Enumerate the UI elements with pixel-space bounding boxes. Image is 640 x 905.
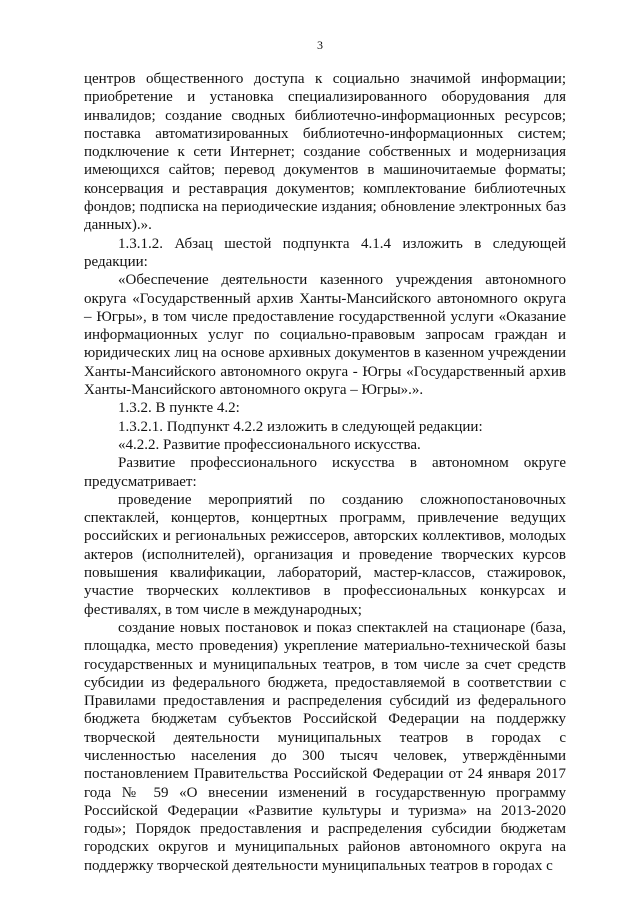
paragraph: 1.3.2. В пункте 4.2: — [118, 400, 240, 417]
paragraph: 1.3.1.2. Абзац шестой подпункта 4.1.4 изложить в следующей редакции: — [84, 235, 566, 270]
paragraph: создание новых постановок и показ спектаклей на стационаре (база, площадка, место проведения) укрепление материально-технической базы государственных и муниципальных театров, в том числе за счет средств субсидии из федерального бюджета, предоставляемой в соответствии с Правилами предоставления и распределения субсидий из федерального бюджета бюджетам субъектов Российской Федерации на поддержку творческой деятельности муниципальных театров в городах с численностью населения до 300 тысяч человек, утверждёнными постановлением Правительства Российской Федерации от 24 января 2017 года № 59 «О внесении изменений в государственную программу Российской Федерации «Развитие культуры и туризма» на 2013-2020 годы»; Порядок предоставления и распределения субсидии бюджетам городских округов и муниципальных районов автономного округа на поддержку творческой деятельности муниципальных театров в городах с — [84, 619, 566, 874]
page-number: 3 — [317, 38, 323, 52]
paragraph: «Обеспечение деятельности казенного учреждения автономного округа «Государственный архив Ханты-Мансийского автономного округа – Югры», в том числе предоставление государственной услуги «Оказание информационных услуг по социально-правовым запросам граждан и юридических лиц на основе архивных документов в казенном учреждении Ханты-Мансийского автономного округа - Югры «Государственный архив Ханты-Мансийского автономного округа – Югры».». — [84, 272, 566, 399]
paragraph: центров общественного доступа к социально значимой информации; приобретение и установка специализированного оборудования для инвалидов; создание сводных библиотечно-информационных ресурсов; поставка автоматизированных библиотечно-информационных систем; подключение к сети Интернет; создание собственных и модернизация имеющихся сайтов; перевод документов в машиночитаемые форматы; консервация и реставрация документов; комплектование библиотечных фондов; подписка на периодические издания; обновление электронных баз данных).». — [84, 71, 566, 234]
paragraph: Развитие профессионального искусства в автономном округе предусматривает: — [84, 455, 566, 490]
paragraph: проведение мероприятий по созданию сложнопостановочных спектаклей, концертов, концертных программ, привлечение ведущих российских и региональных режиссеров, авторских коллективов, молодых актеров (исполнителей), организация и проведение творческих курсов повышения квалификации, лабораторий, мастер-классов, стажировок, участие творческих коллективов в профессиональных конкурсах и фестивалях, в том числе в международных; — [84, 491, 566, 618]
paragraph: «4.2.2. Развитие профессионального искусства. — [118, 436, 421, 453]
document-body — [84, 70, 566, 875]
paragraph: 1.3.2.1. Подпункт 4.2.2 изложить в следующей редакции: — [118, 418, 483, 435]
